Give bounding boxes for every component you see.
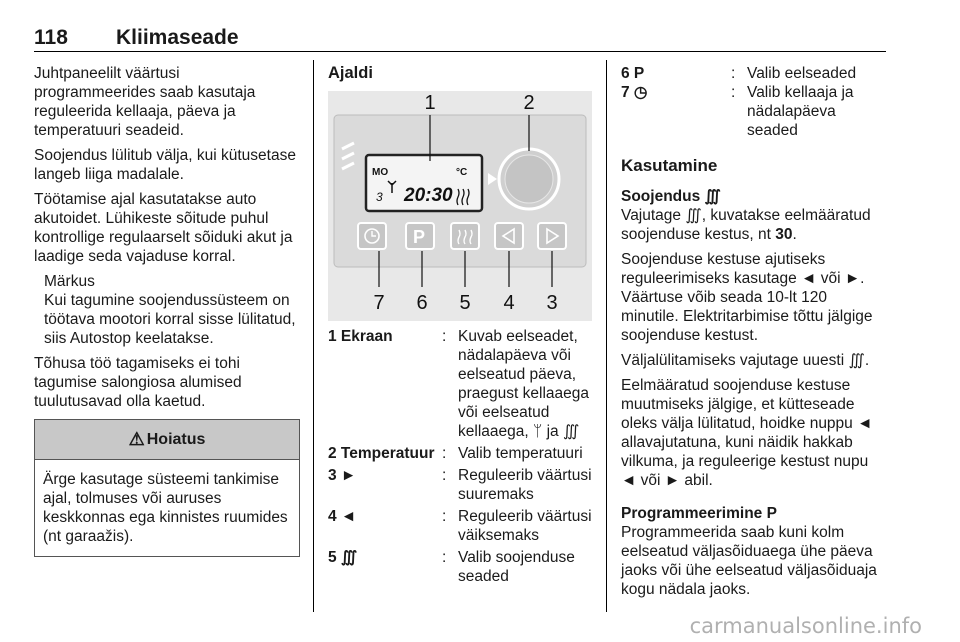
warning-box	[34, 419, 300, 557]
legend-item: 7 ◷ : Valib kellaaja ja nädalapäeva seaded	[621, 83, 887, 140]
legend-desc: Valib kellaaja ja nädalapäeva seaded	[747, 84, 854, 139]
timer-panel-figure	[328, 91, 592, 321]
legend-desc: Valib eelseaded	[747, 65, 857, 82]
legend-term: 2 Temperatuur	[328, 445, 435, 462]
button-left	[495, 223, 523, 249]
page-header	[34, 26, 886, 52]
legend-desc: Reguleerib väärtusi väiksemaks	[458, 508, 592, 544]
lcd-unit: °C	[456, 167, 468, 178]
warning-header	[35, 420, 299, 460]
column-divider-2	[606, 60, 607, 612]
legend-desc: Kuvab eelseadet, nädalapäeva või eelseatud päeva, praegust kellaaega või eelseatud kellaaega, ᛘ ja ∭	[458, 328, 589, 440]
note-block	[34, 272, 300, 348]
preset-p-label: P	[413, 227, 426, 247]
legend-item: 3 ► : Reguleerib väärtusi suuremaks	[328, 467, 592, 503]
legend-term: 7 ◷	[621, 84, 648, 101]
column-1	[34, 64, 300, 557]
heating-p2: Soojenduse kestuse ajutiseks reguleerimiseks kasutage ◄ või ►. Väärtuse võib seada 10-lt 120 minutile. Elektritarbimise tõttu jälgige soojenduse kestust.	[621, 251, 873, 344]
lcd-small-digit: 3	[376, 190, 383, 204]
warning-title: Hoiatus	[146, 431, 206, 448]
subheading-heating: Soojendus ∭	[621, 188, 721, 205]
control-legend	[328, 327, 592, 586]
lcd-day: MO	[372, 167, 389, 178]
chapter-title: Kliimaseade	[116, 26, 239, 49]
legend-term: 6 P	[621, 65, 645, 82]
lcd-time: 20:30	[404, 185, 453, 206]
button-right	[538, 223, 566, 249]
legend-desc: Valib soojenduse seaded	[458, 549, 575, 585]
legend-term: 4 ◄	[328, 508, 357, 525]
fuel-paragraph: Soojendus lülitub välja, kui kütusetase langeb liiga madalale.	[34, 147, 296, 183]
callout-3: 3	[546, 292, 558, 314]
control-legend-cont	[621, 64, 887, 140]
warning-icon: ⚠	[128, 429, 145, 449]
battery-paragraph: Töötamise ajal kasutatakse auto akutoidet. Lühikeste sõitude puhul kontrollige regulaarselt sõiduki akut ja laadige seda vajaduse korral.	[34, 191, 293, 265]
legend-term: 5 ∭	[328, 549, 358, 566]
legend-term: 3 ►	[328, 467, 357, 484]
callout-2: 2	[523, 92, 535, 114]
legend-item: 6 P : Valib eelseaded	[621, 64, 887, 83]
legend-item: 1 Ekraan : Kuvab eelseadet, nädalapäeva või eelseatud päeva, praegust kellaaega või eelseatud kellaaega, ᛘ ja ∭	[328, 327, 592, 441]
legend-term: 1 Ekraan	[328, 328, 393, 345]
callout-4: 4	[503, 292, 515, 314]
note-text: Kui tagumine soojendussüsteem on töötava mootori korral sisse lülitatud, siis Autostop keelatakse.	[44, 292, 296, 347]
heating-p1: Vajutage ∭, kuvatakse eelmääratud soojenduse kestus, nt 30.	[621, 207, 871, 243]
warning-text: Ärge kasutage süsteemi tankimise ajal, tolmuses või auruses keskkonnas ega kinnistes ruumides (nt garaažis).	[43, 471, 288, 545]
heating-p4: Eelmääratud soojenduse kestuse muutmiseks jälgige, et kütteseade oleks välja lülitatud, hoidke nuppu ◄ allavajutatuna, kuni näidik hakkab vilkuma, ja reguleerige kestust nupu ◄ või ► abil.	[621, 377, 873, 489]
programming-p1: Programmeerida saab kuni kolm eelseatud väljasõiduaega ühe päeva jaoks või ühe eelseatud väljasõiduaja kogu nädala jaoks.	[621, 524, 877, 598]
section-heading-usage: Kasutamine	[621, 156, 718, 175]
callout-7: 7	[373, 292, 385, 314]
legend-desc: Valib temperatuuri	[458, 445, 583, 462]
watermark: carmanualsonline.info	[689, 614, 922, 638]
subheading-programming: Programmeerimine P	[621, 505, 777, 522]
legend-item: 5 ∭ : Valib soojenduse seaded	[328, 548, 592, 586]
callout-5: 5	[459, 292, 471, 314]
legend-desc: Reguleerib väärtusi suuremaks	[458, 467, 592, 503]
note-title: Märkus	[44, 273, 95, 290]
column-divider-1	[313, 60, 314, 612]
page-number: 118	[34, 26, 68, 49]
intro-paragraph: Juhtpaneelilt väärtusi programmeerides saab kasutaja reguleerida kellaaja, päeva ja temperatuuri seadeid.	[34, 65, 256, 139]
callout-1: 1	[424, 92, 436, 114]
section-heading-timer: Ajaldi	[328, 64, 373, 82]
callout-6: 6	[416, 292, 428, 314]
vents-paragraph: Tõhusa töö tagamiseks ei tohi tagumise salongiosa alumised tuulutusavad olla kaetud.	[34, 355, 242, 410]
column-2	[328, 64, 592, 589]
column-3	[621, 64, 887, 605]
legend-item: 4 ◄ : Reguleerib väärtusi väiksemaks	[328, 508, 592, 544]
heating-p3: Väljalülitamiseks vajutage uuesti ∭.	[621, 352, 870, 369]
legend-item: 2 Temperatuur : Valib temperatuuri	[328, 444, 592, 463]
timer-panel-illustration	[328, 91, 592, 321]
